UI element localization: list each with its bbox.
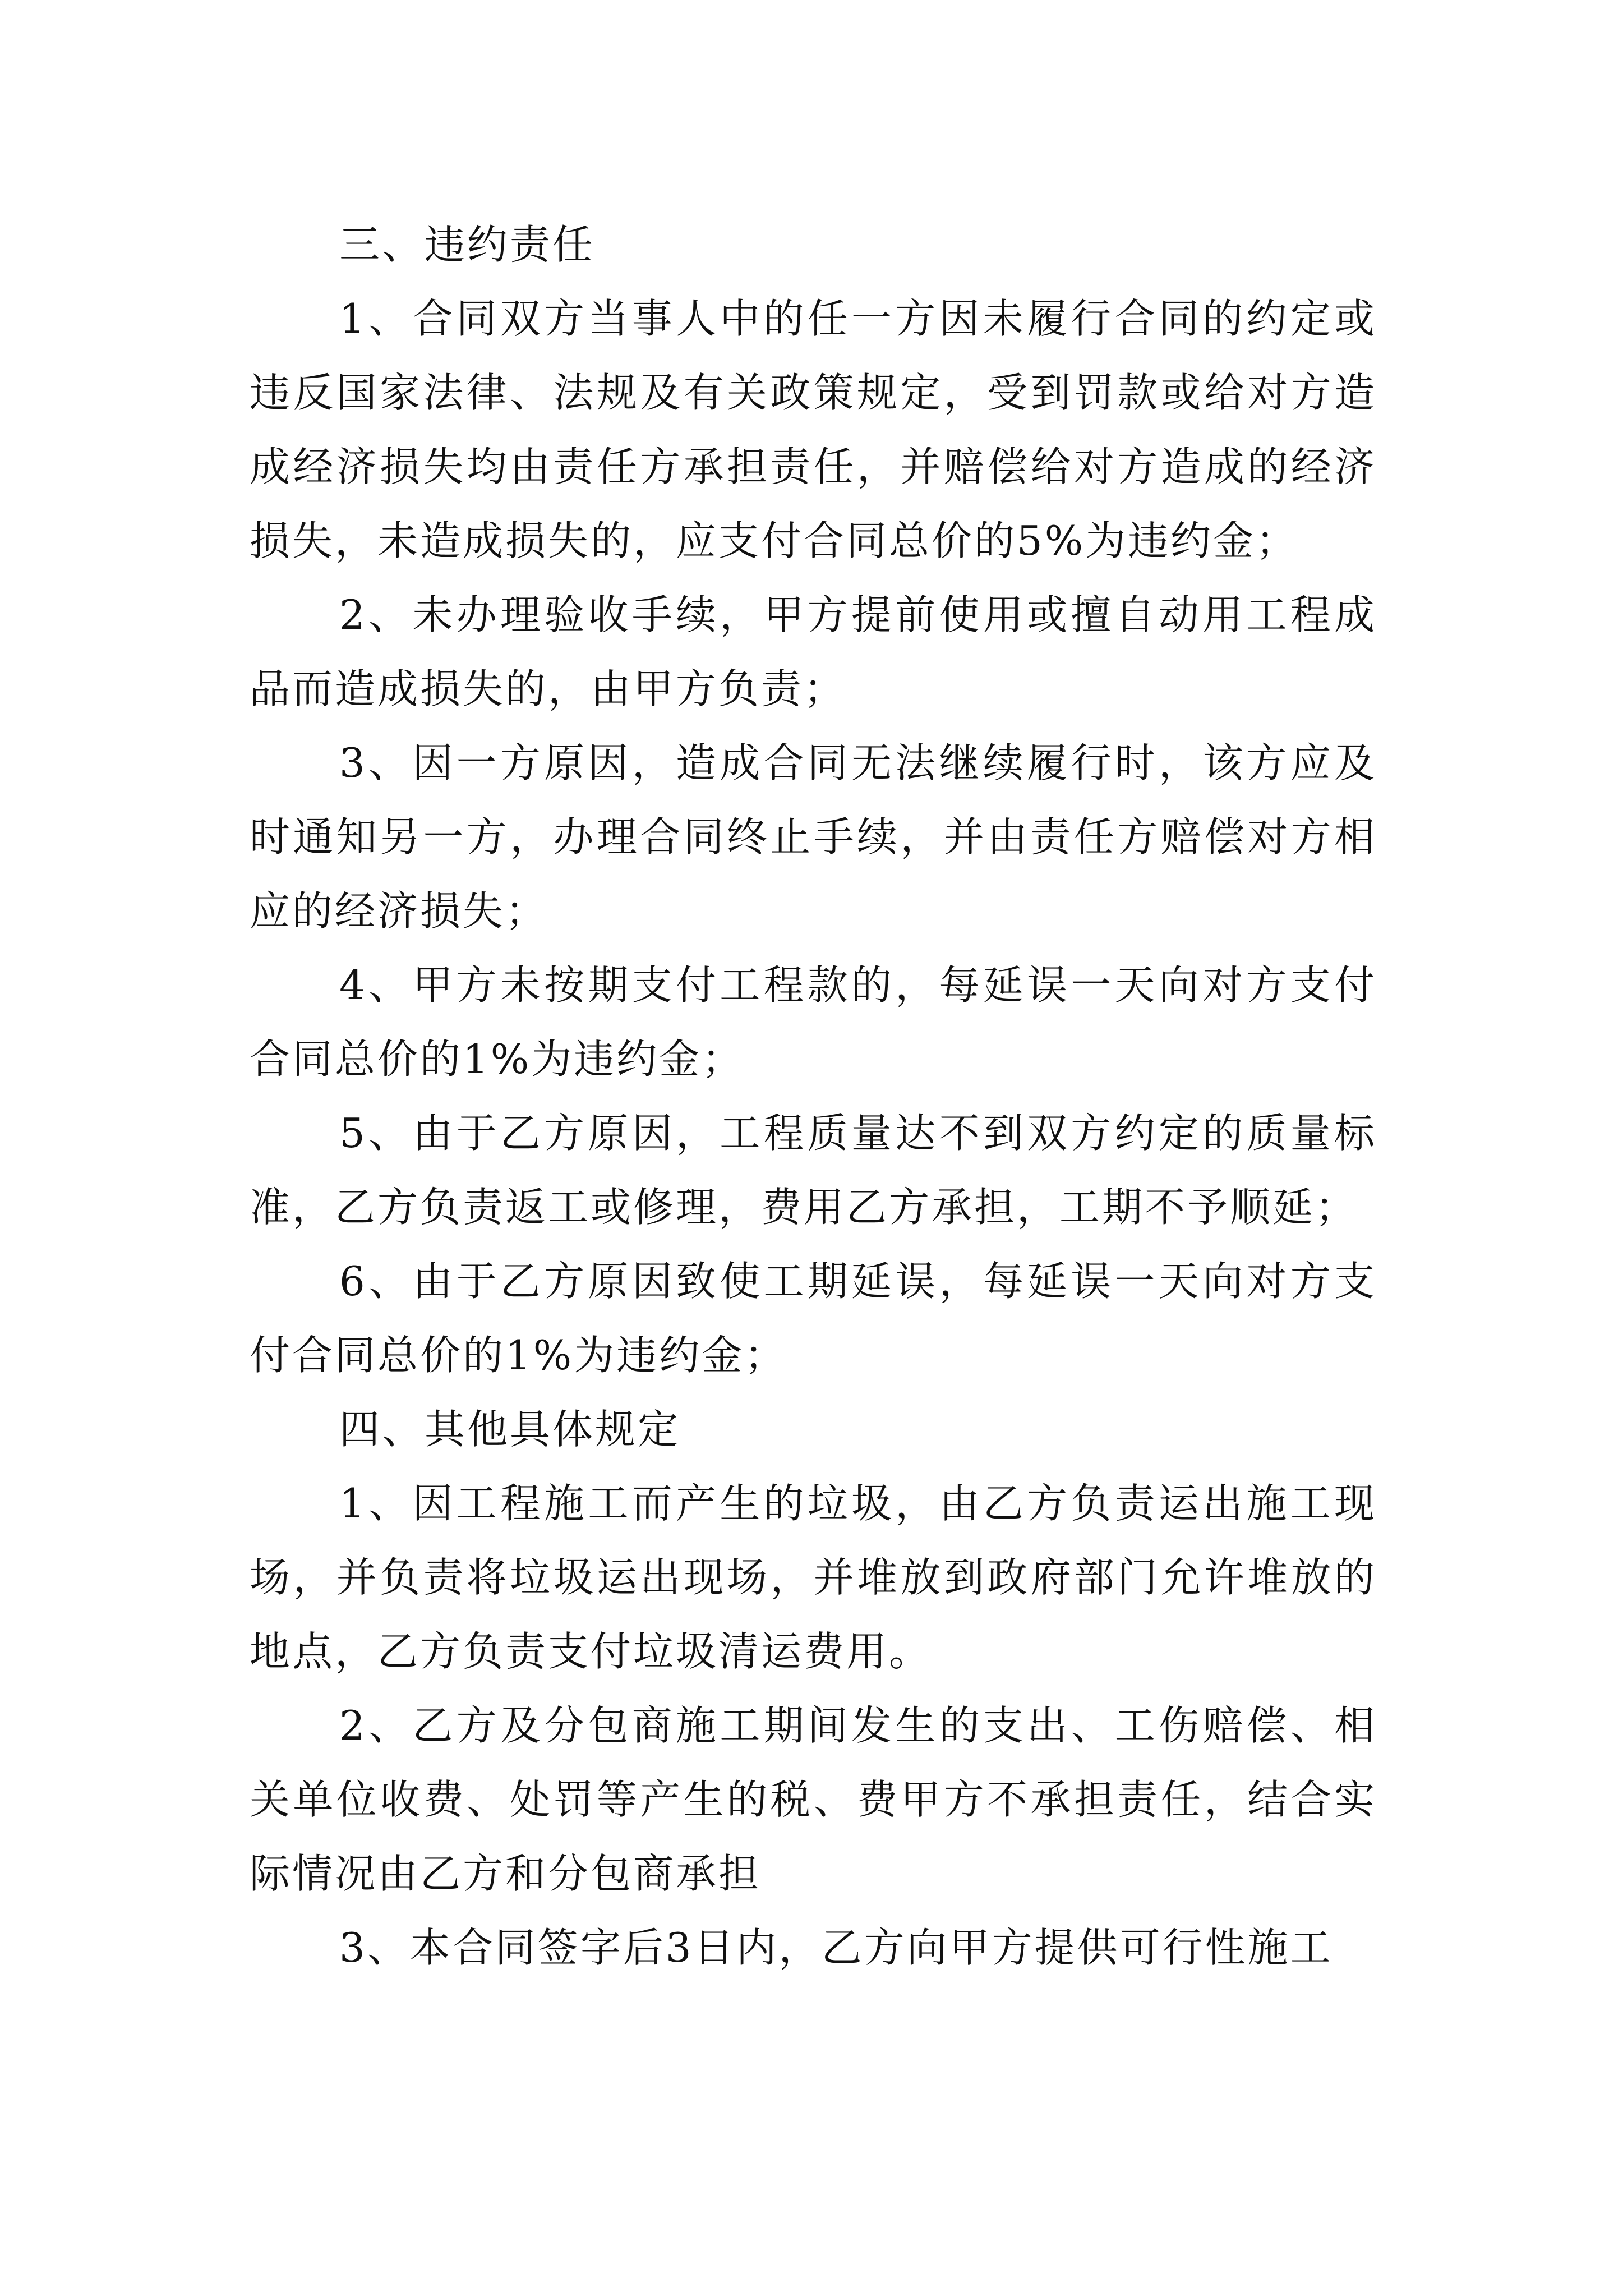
clause-4-3: 3、本合同签字后3日内，乙方向甲方提供可行性施工: [339, 1924, 1333, 1971]
clause-4-1: 1、因工程施工而产生的垃圾，由乙方负责运出施工现场，并负责将垃圾运出现场，并堆放到政府部门允许堆放的地点，乙方负责支付垃圾清运费用。: [250, 1480, 1377, 1675]
section-heading-breach-liability: 三、违约责任: [339, 221, 596, 268]
clause-4-2: 2、乙方及分包商施工期间发生的支出、工伤赔偿、相关单位收费、处罚等产生的税、费甲方不承担责任，结合实际情况由乙方和分包商承担: [250, 1702, 1377, 1897]
clause-3-3: 3、因一方原因，造成合同无法继续履行时，该方应及时通知另一方，办理合同终止手续，并由责任方赔偿对方相应的经济损失；: [250, 739, 1377, 935]
clause-3-1: 1、合同双方当事人中的任一方因未履行合同的约定或违反国家法律、法规及有关政策规定，受到罚款或给对方造成经济损失均由责任方承担责任，并赔偿给对方造成的经济损失，未造成损失的，应支付合同总价的5%为违约金；: [250, 295, 1377, 564]
clause-3-4: 4、甲方未按期支付工程款的，每延误一天向对方支付合同总价的1%为违约金；: [250, 961, 1377, 1083]
clause-3-5: 5、由于乙方原因，工程质量达不到双方约定的质量标准，乙方负责返工或修理，费用乙方承担，工期不予顺延；: [250, 1110, 1377, 1231]
clause-3-2: 2、未办理验收手续，甲方提前使用或擅自动用工程成品而造成损失的，由甲方负责；: [250, 591, 1377, 712]
section-heading-other-provisions: 四、其他具体规定: [339, 1406, 681, 1453]
clause-3-6: 6、由于乙方原因致使工期延误，每延误一天向对方支付合同总价的1%为违约金；: [250, 1258, 1377, 1379]
document-body: [250, 208, 1377, 1985]
